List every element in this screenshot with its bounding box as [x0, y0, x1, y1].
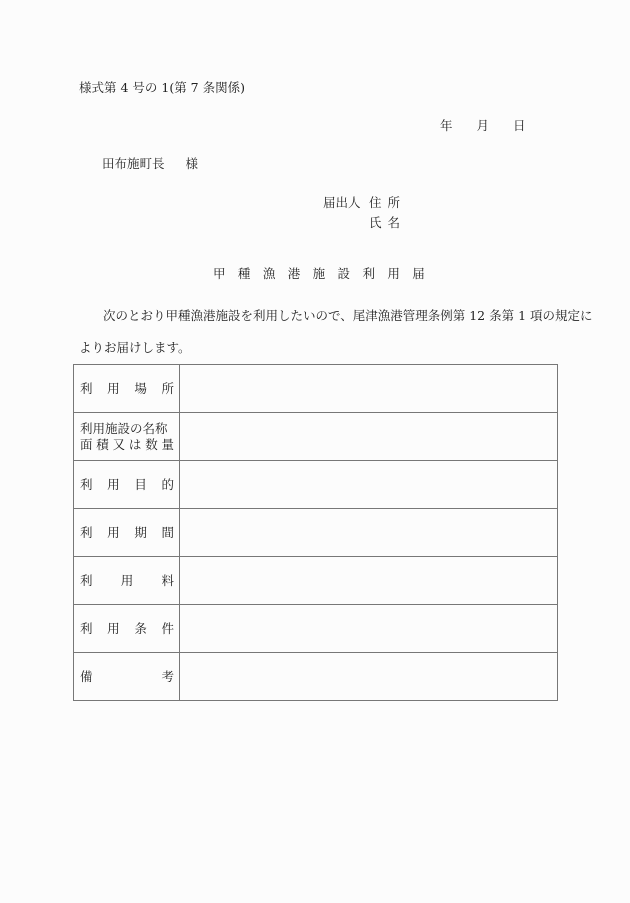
- date-year: 年: [440, 118, 453, 133]
- addressee: [102, 157, 198, 171]
- table-row: [74, 461, 558, 509]
- title-char: 施: [312, 266, 326, 281]
- row-label-usage-fee: 利 用 料: [74, 557, 180, 605]
- table-row: [74, 653, 558, 701]
- title-char: 用: [387, 266, 400, 281]
- title-char: 甲: [213, 266, 226, 281]
- title-char: 港: [287, 266, 301, 281]
- date-line: [440, 119, 526, 133]
- row-label-usage-conditions: 利 用 条 件: [74, 605, 180, 653]
- table-row: [74, 413, 558, 461]
- usage-conditions-field[interactable]: [180, 605, 558, 653]
- facility-name-area-field[interactable]: [180, 413, 558, 461]
- body-text-line-1: 次のとおり甲種漁港施設を利用したいので、尾津漁港管理条例第 12 条第 1 項の規定に: [103, 308, 593, 323]
- document-title: [213, 267, 437, 281]
- addressee-name: 田布施町長: [102, 156, 165, 171]
- row-label-usage-period: 利 用 期 間: [74, 509, 180, 557]
- application-form-table: [73, 364, 558, 701]
- table-row: [74, 557, 558, 605]
- usage-location-field[interactable]: [180, 365, 558, 413]
- table-row: [74, 365, 558, 413]
- remarks-field[interactable]: [180, 653, 558, 701]
- usage-purpose-field[interactable]: [180, 461, 558, 509]
- table-row: [74, 509, 558, 557]
- title-char: 届: [412, 266, 425, 281]
- addressee-honorific: 様: [185, 156, 199, 171]
- table-row: [74, 605, 558, 653]
- date-month: 月: [476, 118, 490, 133]
- title-char: 漁: [262, 266, 276, 281]
- row-label-remarks: 備 考: [74, 653, 180, 701]
- row-label-usage-purpose: 利 用 目 的: [74, 461, 180, 509]
- usage-fee-field[interactable]: [180, 557, 558, 605]
- name-label: 氏名: [369, 215, 407, 230]
- row-label-usage-location: 利 用 場 所: [74, 365, 180, 413]
- title-char: 設: [337, 266, 351, 281]
- address-label: 住所: [369, 195, 407, 210]
- usage-period-field[interactable]: [180, 509, 558, 557]
- title-char: 種: [237, 266, 251, 281]
- body-text-line-2: よりお届けします。: [79, 340, 191, 355]
- applicant-block: [323, 193, 406, 233]
- title-char: 利: [362, 266, 375, 281]
- row-label-facility-name-area: 利用施設の名称 面 積 又 は 数 量: [74, 413, 180, 461]
- form-number: 様式第 4 号の 1(第 7 条関係): [79, 80, 245, 95]
- date-day: 日: [513, 118, 526, 133]
- applicant-label: 届出人: [323, 195, 361, 210]
